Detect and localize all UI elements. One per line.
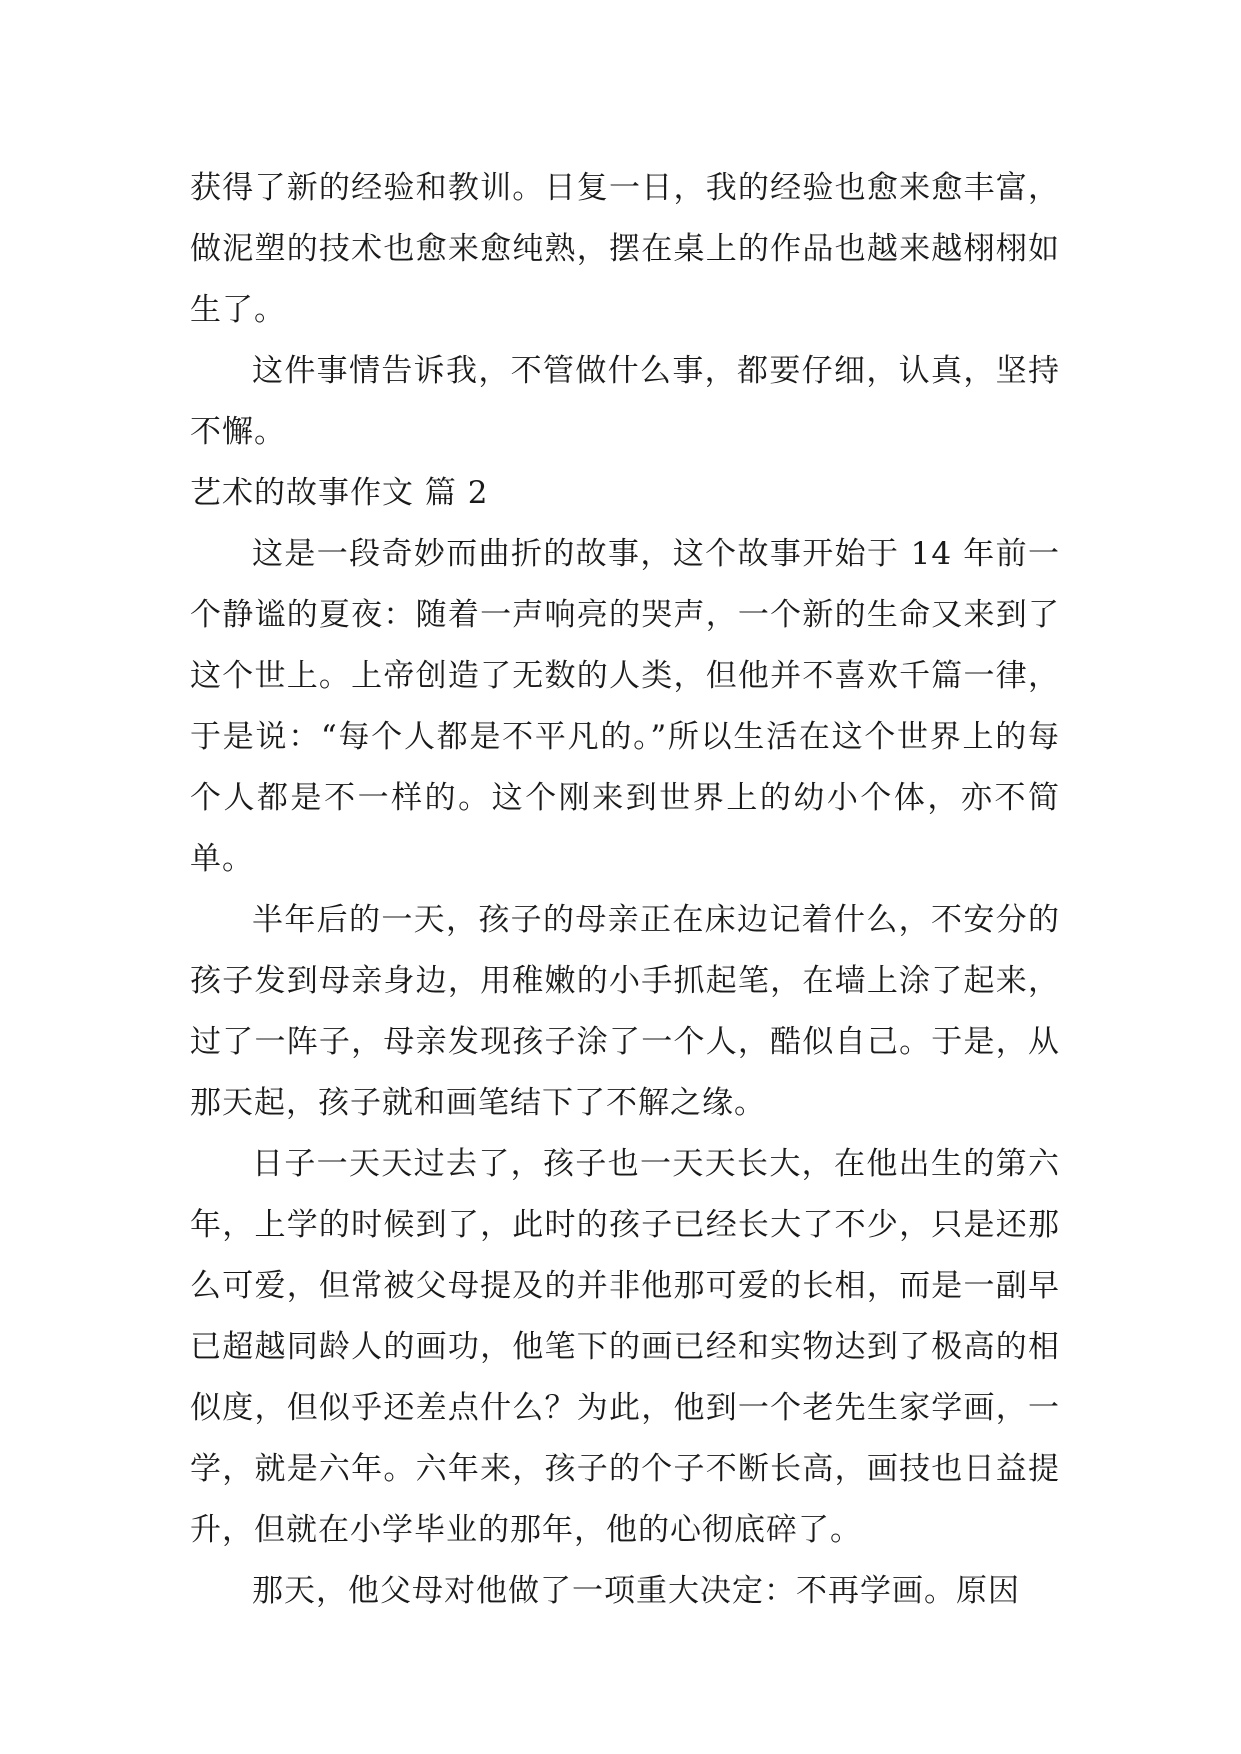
section-heading: 艺术的故事作文 篇 2: [190, 475, 489, 511]
paragraph: 半年后的一天，孩子的母亲正在床边记着什么，不安分的孩子发到母亲身边，用稚嫩的小手抓起笔，在墙上涂了起来，过了一阵子，母亲发现孩子涂了一个人，酷似自己。于是，从那天起，孩子就和画笔结下了不解之缘。: [190, 902, 1060, 1121]
paragraph: 这件事情告诉我，不管做什么事，都要仔细，认真，坚持不懈。: [190, 353, 1060, 450]
paragraph: 那天，他父母对他做了一项重大决定：不再学画。原因: [252, 1573, 1020, 1609]
document-body: [190, 158, 1060, 1622]
paragraph: 这是一段奇妙而曲折的故事，这个故事开始于 14 年前一个静谧的夏夜：随着一声响亮的哭声，一个新的生命又来到了这个世上。上帝创造了无数的人类，但他并不喜欢千篇一律，于是说：“每个人都是不平凡的。”所以生活在这个世界上的每个人都是不一样的。这个刚来到世界上的幼小个体，亦不简单。: [190, 536, 1060, 877]
paragraph: 日子一天天过去了，孩子也一天天长大，在他出生的第六年，上学的时候到了，此时的孩子已经长大了不少，只是还那么可爱，但常被父母提及的并非他那可爱的长相，而是一副早已超越同龄人的画功，他笔下的画已经和实物达到了极高的相似度，但似乎还差点什么？为此，他到一个老先生家学画，一学，就是六年。六年来，孩子的个子不断长高，画技也日益提升，但就在小学毕业的那年，他的心彻底碎了。: [190, 1146, 1060, 1548]
paragraph: 获得了新的经验和教训。日复一日，我的经验也愈来愈丰富，做泥塑的技术也愈来愈纯熟，摆在桌上的作品也越来越栩栩如生了。: [190, 170, 1060, 328]
